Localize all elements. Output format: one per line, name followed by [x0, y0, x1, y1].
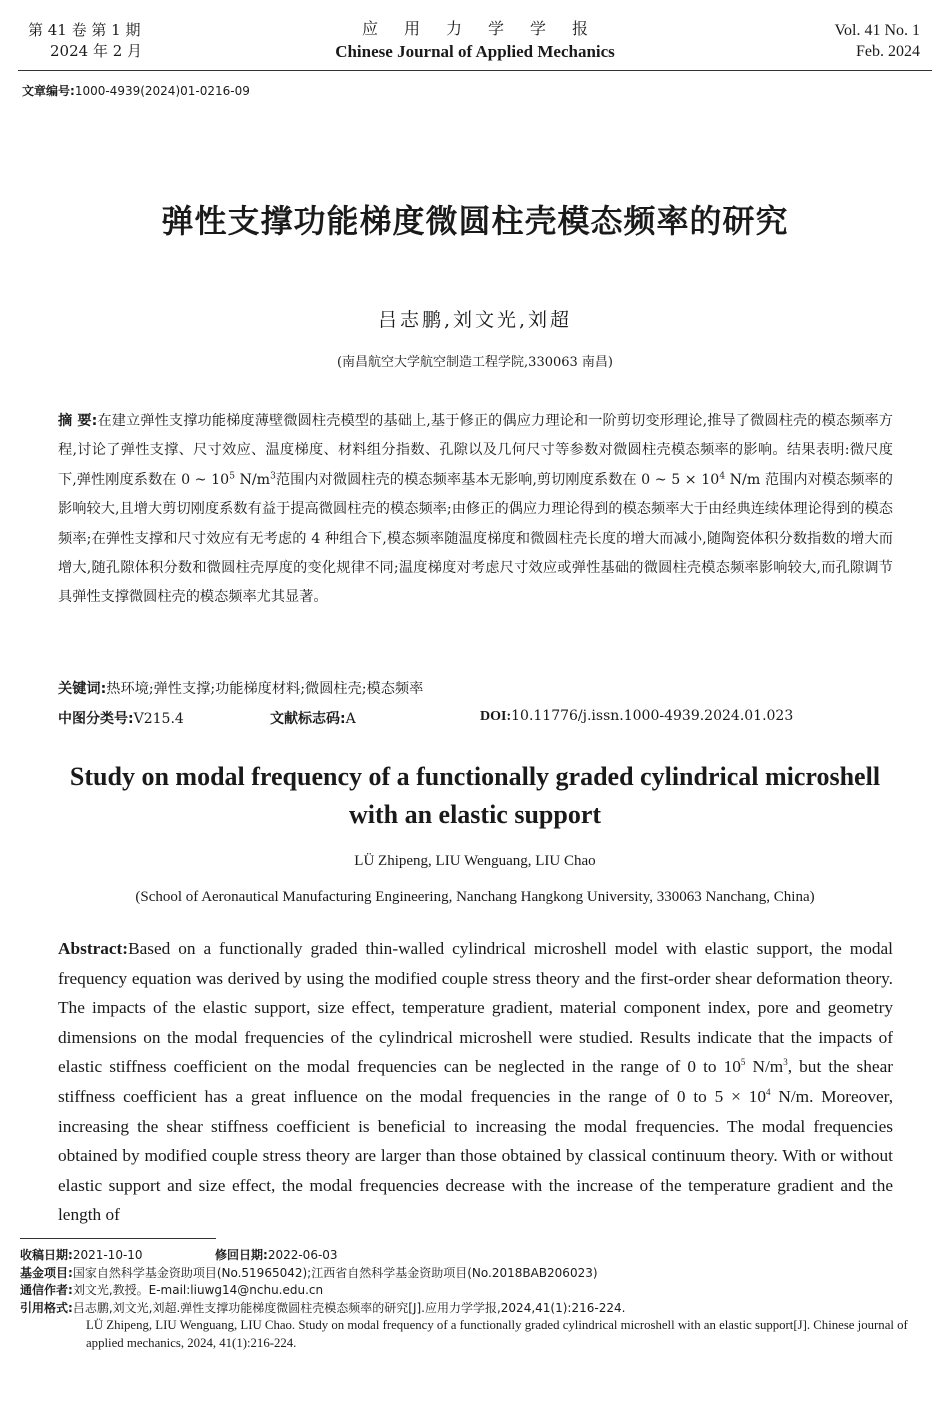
volume-issue-cn: 第 41 卷 第 1 期 [28, 21, 141, 39]
cn-authors: 吕志鹏,刘文光,刘超 [377, 309, 573, 331]
doc-code-label: 文献标志码: [270, 711, 346, 727]
en-title: Study on modal frequency of a functionally graded cylindrical microshell with an elastic support [69, 762, 881, 829]
header-right [835, 20, 921, 62]
cn-affiliation: (南昌航空大学航空制造工程学院,330063 南昌) [336, 355, 614, 370]
en-abstract-sup-3: 4 [766, 1087, 771, 1098]
doi-value: 10.11776/j.issn.1000-4939.2024.01.023 [511, 708, 794, 724]
journal-title-cn: 应用力学学报 [361, 19, 614, 38]
header-left [28, 20, 142, 62]
volume-issue-en: Vol. 41 No. 1 [834, 22, 920, 39]
cn-keywords [58, 678, 423, 698]
en-abstract-label: Abstract: [58, 939, 129, 958]
footnotes [20, 1247, 925, 1352]
footnote-citation-cn [20, 1300, 925, 1318]
cn-abstract-sup-3: 4 [719, 471, 726, 482]
received-date: 2021-10-10 [72, 1248, 143, 1262]
footnote-fund [20, 1265, 925, 1283]
en-abstract [58, 934, 893, 1230]
clc-group [58, 711, 184, 727]
cn-abstract-text-3: N/m 范围内对模态频率的影响较大,且增大剪切刚度系数有益于提高微圆柱壳的模态频率;由修正的偶应力理论得到的模态频率大于由经典连续体理论得到的模态频率;在弹性支撑和尺寸效应有无考虑的 4 种组合下,模态频率随温度梯度和微圆柱壳长度的增大而减小,随陶瓷体积分数指数的增大而增大,随孔隙体积分数和微圆柱壳厚度的变化规律不同;温度梯度对考虑尺寸效应或弹性基础的微圆柱壳模态频率影响较大,而孔隙调节具弹性支撑微圆柱壳的模态频率尤其显著。 [58, 471, 893, 606]
cite-label: 引用格式: [20, 1300, 73, 1315]
revised-group [215, 1247, 338, 1265]
article-number-value: 1000-4939(2024)01-0216-09 [74, 84, 250, 98]
fund-label: 基金项目: [20, 1265, 73, 1280]
date-cn: 2024 年 2 月 [50, 42, 143, 60]
article-number [22, 82, 250, 99]
footnote-divider [20, 1238, 216, 1239]
cn-abstract-label: 摘 要: [58, 413, 98, 429]
date-en: Feb. 2024 [856, 43, 920, 60]
en-abstract-sup-1: 5 [740, 1057, 746, 1068]
cite-cn: 吕志鹏,刘文光,刘超.弹性支撑功能梯度微圆柱壳模态频率的研究[J].应用力学学报,2024,41(1):216-224. [72, 1300, 626, 1315]
received-label: 收稿日期: [20, 1248, 73, 1262]
en-affiliation: (School of Aeronautical Manufacturing Engineering, Nanchang Hangkong University, 330063 Nanchang, China) [135, 889, 815, 905]
corr-label: 通信作者: [20, 1283, 73, 1297]
en-abstract-unit-1: N/m [745, 1057, 784, 1077]
cn-abstract [58, 407, 893, 613]
doc-code-value: A [345, 711, 356, 727]
en-abstract-text-1: Based on a functionally graded thin-walled cylindrical microshell model with elastic support, the modal frequency equation was derived by using the modified couple stress theory and the first-order shear deformation theory. The impacts of the elastic support, size effect, temperature gradient, material component index, pore and geometry dimensions on the modal frequencies of the cylindrical microshell were studied. Results indicate that the impacts of elastic stiffness coefficient on the modal frequencies can be neglected in the range of 0 to 10 [58, 939, 893, 1077]
header-center [270, 18, 680, 64]
article-number-label: 文章编号: [22, 84, 75, 98]
en-abstract-sup-2: 3 [783, 1057, 788, 1068]
clc-label: 中图分类号: [58, 711, 134, 727]
revised-label: 修回日期: [215, 1248, 268, 1262]
cn-abstract-sup-2: 3 [270, 471, 276, 482]
cn-keywords-value: 热环境;弹性支撑;功能梯度材料;微圆柱壳;模态频率 [106, 681, 424, 697]
en-abstract-text-3: N/m. Moreover, increasing the shear stiffness coefficient is beneficial to increasing the modal frequencies. The modal frequencies obtained by modified couple stress theory are larger than those obtained by classical continuum theory. With or without elastic support and size effect, the modal frequencies decrease with the increase of the temperature gradient and the length of [58, 1086, 894, 1225]
cite-en: LÜ Zhipeng, LIU Wenguang, LIU Chao. Study on modal frequency of a functionally graded cylindrical microshell with an elastic support[J]. Chinese journal of applied mechanics, 2024, 41(1):216-224. [86, 1318, 908, 1350]
cn-keywords-label: 关键词: [58, 681, 107, 697]
footnote-corresponding [20, 1282, 925, 1300]
cn-abstract-unit-1: N/m [234, 471, 271, 488]
doi-label: DOI: [480, 709, 512, 724]
cn-abstract-text-2: 范围内对微圆柱壳的模态频率基本无影响,剪切刚度系数在 0 ~ 5 × 10 [275, 471, 720, 488]
clc-value: V215.4 [133, 711, 184, 727]
en-authors: LÜ Zhipeng, LIU Wenguang, LIU Chao [354, 853, 596, 869]
corr-value: 刘文光,教授。E-mail:liuwg14@nchu.edu.cn [72, 1283, 324, 1297]
cn-abstract-text-1: 在建立弹性支撑功能梯度薄壁微圆柱壳模型的基础上,基于修正的偶应力理论和一阶剪切变形理论,推导了微圆柱壳的模态频率方程,讨论了弹性支撑、尺寸效应、温度梯度、材料组分指数、孔隙以及几何尺寸等参数对微圆柱壳模态频率的影响。结果表明:微尺度下,弹性刚度系数在 0 ~ 10 [58, 413, 893, 488]
en-abstract-text-2: , but the shear stiffness coefficient has a great influence on the modal frequencies in the range of 0 to 5 × 10 [58, 1057, 894, 1106]
fund-value: 国家自然科学基金资助项目(No.51965042);江西省自然科学基金资助项目(No.2018BAB206023) [72, 1265, 598, 1280]
cn-abstract-sup-1: 5 [229, 471, 235, 482]
journal-title-en: Chinese Journal of Applied Mechanics [335, 42, 615, 61]
doi-group [480, 708, 793, 725]
cn-title: 弹性支撑功能梯度微圆柱壳模态频率的研究 [161, 202, 789, 240]
header-divider [18, 70, 932, 71]
footnote-dates [20, 1247, 925, 1265]
revised-date: 2022-06-03 [267, 1248, 338, 1262]
classification-row [58, 708, 893, 728]
doc-code-group [270, 708, 356, 728]
